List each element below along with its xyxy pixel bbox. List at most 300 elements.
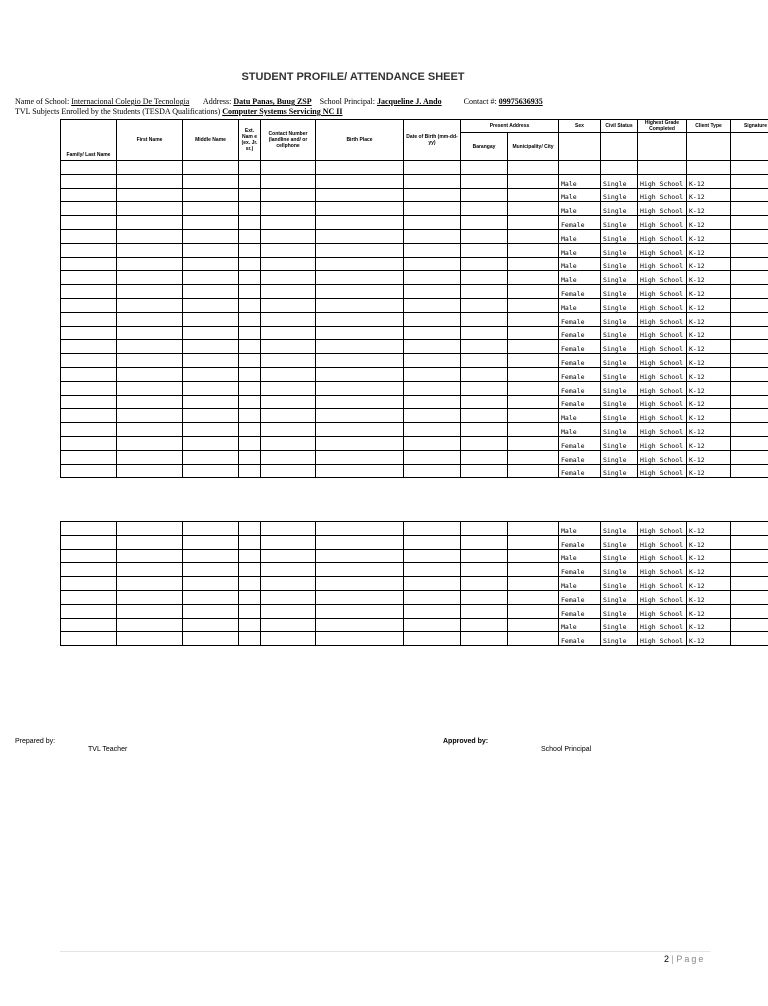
cell-barangay [461, 285, 508, 299]
table-row [61, 326, 768, 340]
cell-sex: Female [559, 604, 601, 618]
cell-highest-grade [638, 161, 687, 175]
cell-contact-number [261, 618, 316, 632]
cell-contact-number [261, 271, 316, 285]
cell-highest-grade: High School [638, 618, 687, 632]
cell-signature [731, 188, 768, 202]
cell-middle-name [183, 409, 239, 423]
cell-civil-status: Single [601, 202, 638, 216]
cell-family-name [61, 174, 117, 188]
table-row [61, 577, 768, 591]
cell-contact-number [261, 174, 316, 188]
cell-signature [731, 423, 768, 437]
cell-family-name [61, 632, 117, 646]
cell-birth-place [316, 632, 404, 646]
cell-birth-place [316, 450, 404, 464]
table-row [61, 340, 768, 354]
cell-birth-place [316, 271, 404, 285]
cell-civil-status: Single [601, 340, 638, 354]
cell-highest-grade: High School [638, 243, 687, 257]
cell-client-type: K-12 [687, 174, 731, 188]
cell-sex: Female [559, 312, 601, 326]
cell-family-name [61, 549, 117, 563]
cell-highest-grade: High School [638, 563, 687, 577]
cell-municipality [508, 340, 559, 354]
cell-ext-name [239, 604, 261, 618]
cell-client-type: K-12 [687, 340, 731, 354]
cell-sex: Male [559, 618, 601, 632]
cell-family-name [61, 450, 117, 464]
cell-civil-status: Single [601, 312, 638, 326]
cell-civil-status [601, 161, 638, 175]
header-grade-blank [638, 133, 687, 161]
cell-municipality [508, 522, 559, 536]
cell-birth-place [316, 618, 404, 632]
cell-date-of-birth [404, 604, 461, 618]
approved-by-role: School Principal [541, 746, 592, 753]
cell-family-name [61, 436, 117, 450]
cell-middle-name [183, 464, 239, 478]
header-birth-place: Birth Place [316, 120, 404, 161]
cell-ext-name [239, 174, 261, 188]
cell-middle-name [183, 216, 239, 230]
cell-sex: Male [559, 298, 601, 312]
cell-family-name [61, 298, 117, 312]
cell-highest-grade: High School [638, 229, 687, 243]
cell-sex: Female [559, 395, 601, 409]
cell-municipality [508, 409, 559, 423]
header-highest-grade: Highest Grade Completed [638, 120, 687, 133]
cell-ext-name [239, 340, 261, 354]
cell-client-type: K-12 [687, 563, 731, 577]
cell-sex: Female [559, 340, 601, 354]
cell-client-type: K-12 [687, 618, 731, 632]
cell-birth-place [316, 257, 404, 271]
cell-barangay [461, 229, 508, 243]
approved-by-label: Approved by: [443, 738, 489, 745]
page-separator: | [671, 954, 674, 964]
cell-date-of-birth [404, 535, 461, 549]
cell-contact-number [261, 285, 316, 299]
cell-ext-name [239, 618, 261, 632]
cell-client-type: K-12 [687, 367, 731, 381]
cell-contact-number [261, 229, 316, 243]
cell-signature [731, 216, 768, 230]
cell-birth-place [316, 243, 404, 257]
cell-contact-number [261, 436, 316, 450]
cell-civil-status: Single [601, 535, 638, 549]
cell-signature [731, 174, 768, 188]
table-row [61, 618, 768, 632]
cell-date-of-birth [404, 340, 461, 354]
cell-birth-place [316, 549, 404, 563]
cell-civil-status: Single [601, 409, 638, 423]
cell-barangay [461, 216, 508, 230]
cell-first-name [117, 563, 183, 577]
cell-family-name [61, 257, 117, 271]
cell-first-name [117, 340, 183, 354]
cell-highest-grade: High School [638, 535, 687, 549]
cell-middle-name [183, 174, 239, 188]
cell-contact-number [261, 522, 316, 536]
cell-highest-grade: High School [638, 423, 687, 437]
cell-signature [731, 326, 768, 340]
table-row [61, 549, 768, 563]
cell-client-type: K-12 [687, 354, 731, 368]
cell-client-type: K-12 [687, 632, 731, 646]
cell-ext-name [239, 632, 261, 646]
cell-civil-status: Single [601, 604, 638, 618]
table-row [61, 367, 768, 381]
cell-date-of-birth [404, 381, 461, 395]
cell-highest-grade: High School [638, 326, 687, 340]
cell-family-name [61, 522, 117, 536]
cell-family-name [61, 312, 117, 326]
table-row [61, 535, 768, 549]
header-middle-name: Middle Name [183, 120, 239, 161]
header-present-address: Present Address [461, 120, 559, 133]
cell-highest-grade: High School [638, 285, 687, 299]
cell-date-of-birth [404, 409, 461, 423]
table-row [61, 563, 768, 577]
cell-signature [731, 618, 768, 632]
cell-date-of-birth [404, 590, 461, 604]
table-row [61, 395, 768, 409]
cell-family-name [61, 243, 117, 257]
cell-first-name [117, 174, 183, 188]
cell-first-name [117, 229, 183, 243]
cell-signature [731, 450, 768, 464]
cell-birth-place [316, 535, 404, 549]
cell-signature [731, 632, 768, 646]
cell-highest-grade: High School [638, 340, 687, 354]
cell-barangay [461, 423, 508, 437]
cell-signature [731, 243, 768, 257]
cell-municipality [508, 423, 559, 437]
prepared-by-label: Prepared by: [15, 738, 56, 745]
cell-highest-grade: High School [638, 312, 687, 326]
cell-contact-number [261, 312, 316, 326]
cell-first-name [117, 381, 183, 395]
cell-middle-name [183, 312, 239, 326]
cell-family-name [61, 409, 117, 423]
header-civil-blank [601, 133, 638, 161]
cell-barangay [461, 604, 508, 618]
cell-barangay [461, 367, 508, 381]
cell-signature [731, 285, 768, 299]
table-row [61, 202, 768, 216]
cell-middle-name [183, 423, 239, 437]
cell-contact-number [261, 450, 316, 464]
cell-date-of-birth [404, 312, 461, 326]
cell-birth-place [316, 285, 404, 299]
cell-barangay [461, 590, 508, 604]
cell-signature [731, 409, 768, 423]
cell-middle-name [183, 354, 239, 368]
cell-family-name [61, 216, 117, 230]
cell-client-type: K-12 [687, 535, 731, 549]
cell-date-of-birth [404, 188, 461, 202]
cell-client-type: K-12 [687, 202, 731, 216]
cell-signature [731, 298, 768, 312]
cell-ext-name [239, 257, 261, 271]
cell-sex: Female [559, 632, 601, 646]
cell-civil-status: Single [601, 229, 638, 243]
cell-client-type: K-12 [687, 522, 731, 536]
cell-municipality [508, 298, 559, 312]
cell-ext-name [239, 202, 261, 216]
cell-family-name [61, 423, 117, 437]
cell-barangay [461, 577, 508, 591]
cell-sex: Male [559, 271, 601, 285]
cell-birth-place [316, 590, 404, 604]
cell-middle-name [183, 522, 239, 536]
cell-first-name [117, 285, 183, 299]
cell-first-name [117, 604, 183, 618]
cell-first-name [117, 577, 183, 591]
cell-middle-name [183, 450, 239, 464]
cell-date-of-birth [404, 464, 461, 478]
cell-first-name [117, 271, 183, 285]
cell-family-name [61, 285, 117, 299]
cell-contact-number [261, 202, 316, 216]
cell-client-type: K-12 [687, 285, 731, 299]
cell-municipality [508, 202, 559, 216]
cell-highest-grade: High School [638, 632, 687, 646]
cell-middle-name [183, 188, 239, 202]
cell-barangay [461, 326, 508, 340]
student-rows-body [61, 161, 768, 478]
cell-family-name [61, 340, 117, 354]
cell-municipality [508, 257, 559, 271]
cell-date-of-birth [404, 271, 461, 285]
cell-date-of-birth [404, 522, 461, 536]
cell-birth-place [316, 326, 404, 340]
cell-client-type: K-12 [687, 229, 731, 243]
cell-municipality [508, 464, 559, 478]
cell-birth-place [316, 436, 404, 450]
cell-date-of-birth [404, 549, 461, 563]
cell-middle-name [183, 590, 239, 604]
table-row [61, 312, 768, 326]
cell-civil-status: Single [601, 618, 638, 632]
cell-ext-name [239, 243, 261, 257]
cell-civil-status: Single [601, 326, 638, 340]
cell-client-type: K-12 [687, 257, 731, 271]
table-row [61, 632, 768, 646]
page-number: 2 [664, 954, 670, 964]
header-signature-blank [731, 133, 768, 161]
cell-signature [731, 395, 768, 409]
cell-birth-place [316, 298, 404, 312]
cell-barangay [461, 450, 508, 464]
cell-client-type: K-12 [687, 326, 731, 340]
cell-signature [731, 161, 768, 175]
cell-contact-number [261, 216, 316, 230]
cell-first-name [117, 632, 183, 646]
cell-family-name [61, 395, 117, 409]
cell-highest-grade: High School [638, 395, 687, 409]
contact-value: 09975636935 [498, 97, 543, 106]
cell-civil-status: Single [601, 577, 638, 591]
cell-first-name [117, 535, 183, 549]
table-row [61, 161, 768, 175]
cell-ext-name [239, 395, 261, 409]
cell-civil-status: Single [601, 381, 638, 395]
cell-date-of-birth [404, 202, 461, 216]
address-value: Datu Panas, Buug ZSP [233, 97, 312, 106]
cell-highest-grade: High School [638, 549, 687, 563]
cell-barangay [461, 436, 508, 450]
cell-sex: Male [559, 409, 601, 423]
cell-family-name [61, 604, 117, 618]
cell-contact-number [261, 188, 316, 202]
cell-middle-name [183, 243, 239, 257]
cell-family-name [61, 161, 117, 175]
cell-barangay [461, 354, 508, 368]
cell-ext-name [239, 298, 261, 312]
cell-client-type: K-12 [687, 271, 731, 285]
cell-birth-place [316, 367, 404, 381]
cell-ext-name [239, 326, 261, 340]
cell-ext-name [239, 271, 261, 285]
cell-ext-name [239, 161, 261, 175]
cell-sex: Male [559, 549, 601, 563]
cell-sex: Female [559, 535, 601, 549]
cell-sex: Female [559, 464, 601, 478]
cell-birth-place [316, 216, 404, 230]
cell-highest-grade: High School [638, 354, 687, 368]
cell-birth-place [316, 423, 404, 437]
cell-sex: Male [559, 202, 601, 216]
school-name-label: Name of School: [15, 97, 70, 106]
cell-contact-number [261, 577, 316, 591]
cell-sex: Male [559, 522, 601, 536]
cell-date-of-birth [404, 577, 461, 591]
cell-contact-number [261, 381, 316, 395]
cell-civil-status: Single [601, 298, 638, 312]
cell-contact-number [261, 257, 316, 271]
cell-client-type: K-12 [687, 604, 731, 618]
cell-barangay [461, 257, 508, 271]
cell-birth-place [316, 340, 404, 354]
cell-signature [731, 229, 768, 243]
cell-birth-place [316, 464, 404, 478]
cell-first-name [117, 409, 183, 423]
student-rows-body-continued [61, 522, 768, 646]
cell-ext-name [239, 312, 261, 326]
cell-date-of-birth [404, 563, 461, 577]
cell-family-name [61, 535, 117, 549]
cell-client-type: K-12 [687, 590, 731, 604]
table-row [61, 257, 768, 271]
cell-municipality [508, 381, 559, 395]
cell-middle-name [183, 326, 239, 340]
cell-civil-status: Single [601, 632, 638, 646]
cell-contact-number [261, 604, 316, 618]
cell-municipality [508, 271, 559, 285]
cell-first-name [117, 395, 183, 409]
cell-barangay [461, 522, 508, 536]
cell-barangay [461, 395, 508, 409]
school-info-line [15, 97, 543, 106]
table-row [61, 464, 768, 478]
table-row [61, 522, 768, 536]
cell-date-of-birth [404, 423, 461, 437]
cell-sex: Female [559, 367, 601, 381]
cell-ext-name [239, 409, 261, 423]
cell-first-name [117, 298, 183, 312]
address-label: Address: [202, 97, 232, 106]
cell-client-type: K-12 [687, 464, 731, 478]
cell-ext-name [239, 367, 261, 381]
cell-birth-place [316, 161, 404, 175]
student-profile-table-continued [60, 521, 768, 646]
cell-highest-grade: High School [638, 604, 687, 618]
cell-birth-place [316, 202, 404, 216]
cell-date-of-birth [404, 161, 461, 175]
cell-sex: Female [559, 590, 601, 604]
table-row [61, 423, 768, 437]
cell-first-name [117, 216, 183, 230]
table-row [61, 243, 768, 257]
cell-barangay [461, 409, 508, 423]
cell-ext-name [239, 450, 261, 464]
cell-family-name [61, 354, 117, 368]
cell-contact-number [261, 298, 316, 312]
cell-highest-grade: High School [638, 367, 687, 381]
cell-first-name [117, 243, 183, 257]
table-row [61, 436, 768, 450]
table-row [61, 271, 768, 285]
header-sex: Sex [559, 120, 601, 133]
student-profile-table [60, 119, 768, 478]
cell-ext-name [239, 188, 261, 202]
cell-birth-place [316, 563, 404, 577]
page-number-footer [664, 954, 705, 964]
cell-barangay [461, 549, 508, 563]
cell-ext-name [239, 522, 261, 536]
cell-municipality [508, 618, 559, 632]
cell-municipality [508, 604, 559, 618]
cell-birth-place [316, 174, 404, 188]
header-client-type: Client Type [687, 120, 731, 133]
cell-sex: Female [559, 436, 601, 450]
cell-ext-name [239, 549, 261, 563]
cell-municipality [508, 563, 559, 577]
cell-signature [731, 549, 768, 563]
cell-municipality [508, 436, 559, 450]
cell-highest-grade: High School [638, 577, 687, 591]
cell-first-name [117, 590, 183, 604]
cell-first-name [117, 257, 183, 271]
cell-contact-number [261, 409, 316, 423]
cell-sex: Female [559, 563, 601, 577]
tvl-label: TVL Subjects Enrolled by the Students (TESDA Qualifications) [15, 107, 221, 116]
cell-sex: Female [559, 216, 601, 230]
cell-civil-status: Single [601, 243, 638, 257]
cell-date-of-birth [404, 229, 461, 243]
cell-date-of-birth [404, 326, 461, 340]
cell-municipality [508, 326, 559, 340]
cell-municipality [508, 535, 559, 549]
header-first-name: First Name [117, 120, 183, 161]
cell-first-name [117, 188, 183, 202]
table-row [61, 298, 768, 312]
cell-highest-grade: High School [638, 436, 687, 450]
cell-signature [731, 535, 768, 549]
cell-date-of-birth [404, 436, 461, 450]
